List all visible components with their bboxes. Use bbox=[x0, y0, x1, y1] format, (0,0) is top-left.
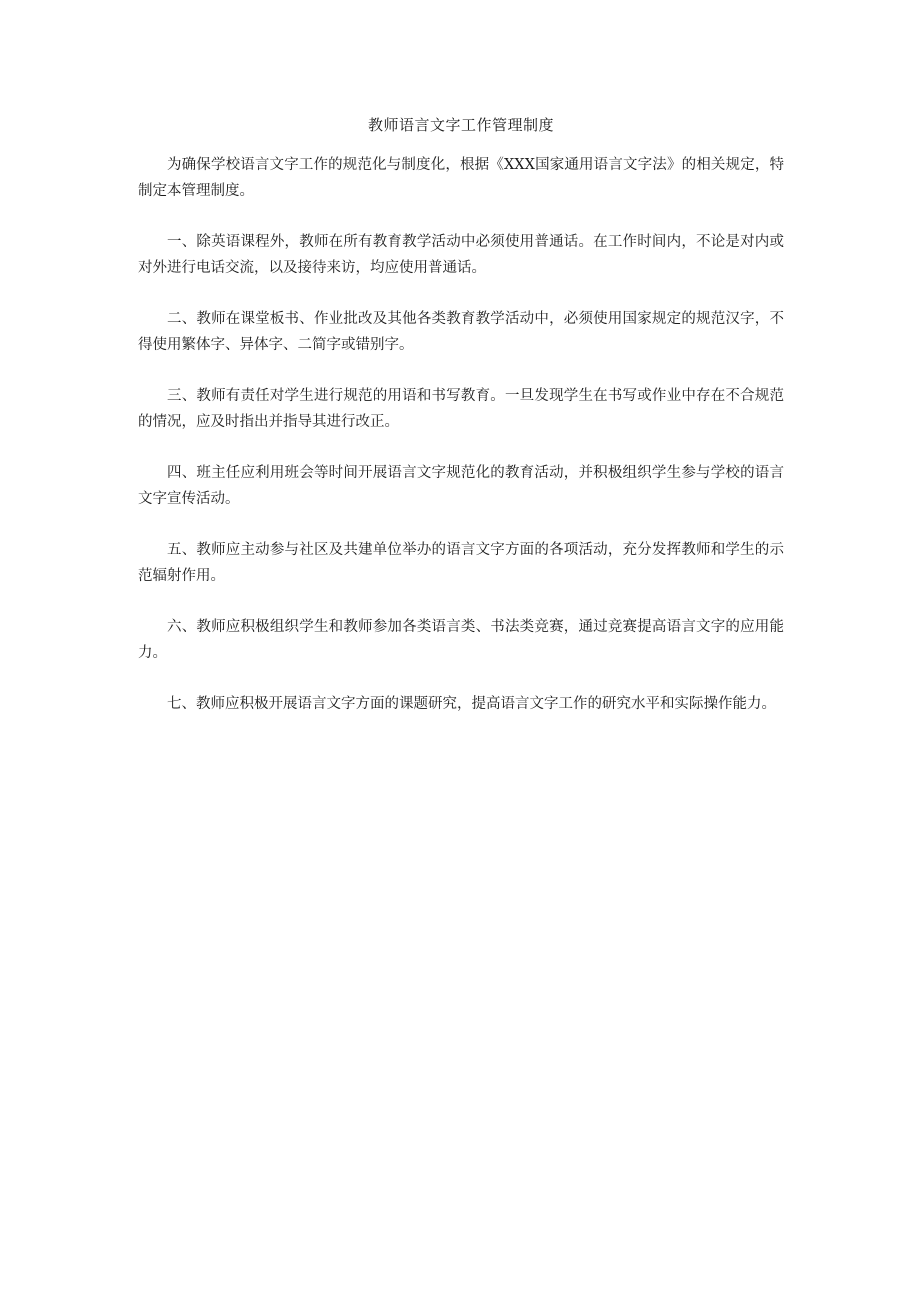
article-7-paragraph: 七、教师应积极开展语言文字方面的课题研究，提高语言文字工作的研究水平和实际操作能力。 bbox=[167, 696, 776, 712]
article-1-paragraph: 一、除英语课程外，教师在所有教育教学活动中必须使用普通话。在工作时间内，不论是对内或对外进行电话交流，以及接待来访，均应使用普通话。 bbox=[138, 234, 784, 276]
intro-paragraph: 为确保学校语言文字工作的规范化与制度化，根据《XXX国家通用语言文字法》的相关规定，特制定本管理制度。 bbox=[138, 157, 784, 199]
article-2-paragraph: 二、教师在课堂板书、作业批改及其他各类教育教学活动中，必须使用国家规定的规范汉字，不得使用繁体字、异体字、二简字或错别字。 bbox=[138, 311, 784, 353]
article-5-paragraph: 五、教师应主动参与社区及共建单位举办的语言文字方面的各项活动，充分发挥教师和学生的示范辐射作用。 bbox=[138, 542, 784, 584]
article-6-paragraph: 六、教师应积极组织学生和教师参加各类语言类、书法类竞赛，通过竞赛提高语言文字的应用能力。 bbox=[138, 619, 784, 661]
article-3-paragraph: 三、教师有责任对学生进行规范的用语和书写教育。一旦发现学生在书写或作业中存在不合规范的情况，应及时指出并指导其进行改正。 bbox=[138, 388, 784, 430]
article-4-paragraph: 四、班主任应利用班会等时间开展语言文字规范化的教育活动，并积极组织学生参与学校的语言文字宣传活动。 bbox=[138, 465, 784, 507]
document-page bbox=[138, 110, 784, 742]
page-title: 教师语言文字工作管理制度 bbox=[367, 116, 554, 134]
